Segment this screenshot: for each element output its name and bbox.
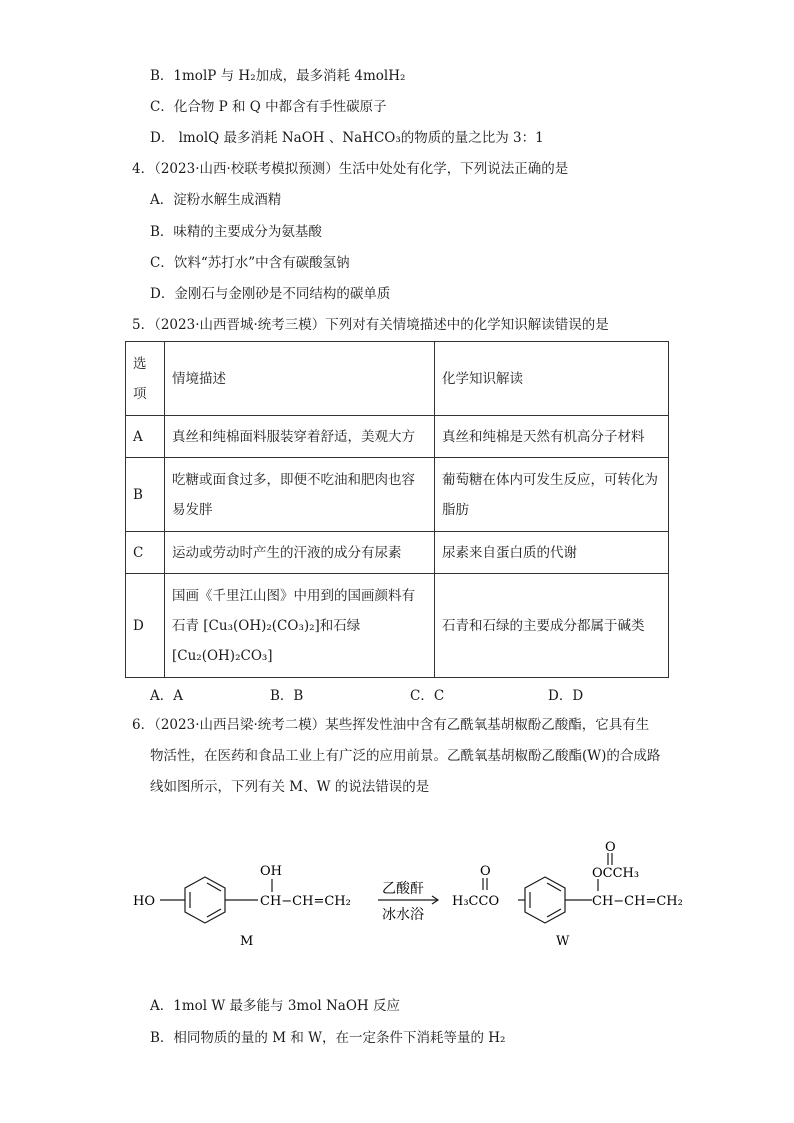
molecule-w: [483, 853, 612, 923]
q4-option-b: B．味精的主要成分为氨基酸: [150, 224, 322, 240]
q6-stem-line3: 线如图所示，下列有关 M、W 的说法错误的是: [150, 779, 430, 795]
molecule-m: [160, 877, 272, 923]
w-o-top-left: O: [480, 864, 491, 879]
table-header-option: 选项: [126, 342, 165, 416]
q5-table: [125, 341, 669, 678]
w-chain-label: CH−CH=CH₂: [592, 894, 683, 909]
q6-stem-line2: 物活性，在医药和食品工业上有广泛的应用前景。乙酰氧基胡椒酚乙酸酯(W)的合成路: [150, 748, 661, 764]
q4-option-a: A．淀粉水解生成酒精: [150, 192, 282, 208]
w-o-top-right: O: [605, 840, 616, 855]
q4-stem: 4．（2023·山西·校联考模拟预测）生活中处处有化学，下列说法正确的是: [132, 161, 569, 177]
q5-answer-d: D．D: [548, 688, 584, 704]
table-row: [126, 342, 669, 416]
w-h3c-label: H₃CCO: [452, 894, 500, 909]
table-header-scenario: 情境描述: [165, 342, 435, 416]
reagent-top: 乙酸酐: [382, 881, 424, 897]
q6-option-a: A．1mol W 最多能与 3mol NaOH 反应: [150, 998, 400, 1014]
q4-option-d: D．金刚石与金刚砂是不同结构的碳单质: [150, 286, 391, 302]
m-chain-label: CH−CH=CH₂: [260, 894, 351, 909]
table-cell: 真丝和纯棉是天然有机高分子材料: [435, 416, 669, 458]
q5-stem: 5．（2023·山西晋城·统考三模）下列对有关情境描述中的化学知识解读错误的是: [132, 317, 609, 333]
q6-stem-line1: 6．（2023·山西吕梁·统考二模）某些挥发性油中含有乙酰氧基胡椒酚乙酸酯，它具有生: [132, 717, 650, 733]
q5-answer-a: A．A: [150, 688, 183, 704]
q6-option-b: B．相同物质的量的 M 和 W，在一定条件下消耗等量的 H₂: [150, 1030, 506, 1046]
table-cell: B: [126, 458, 165, 532]
m-oh-label: OH: [260, 864, 282, 879]
table-cell: 尿素来自蛋白质的代谢: [435, 532, 669, 574]
table-row: [126, 532, 669, 574]
m-label: M: [240, 934, 254, 949]
table-cell: 吃糖或面食过多，即便不吃油和肥肉也容易发胖: [165, 458, 435, 532]
table-cell: C: [126, 532, 165, 574]
q3-option-b: B．1molP 与 H₂加成，最多消耗 4molH₂: [150, 68, 406, 84]
table-cell: 运动或劳动时产生的汗液的成分有尿素: [165, 532, 435, 574]
q3-option-d: D． lmolQ 最多消耗 NaOH 、NaHCO₃的物质的量之比为 3：1: [150, 130, 544, 146]
q5-answer-b: B．B: [270, 688, 304, 704]
synthesis-scheme: [0, 835, 794, 975]
q4-option-c: C．饮料“苏打水”中含有碳酸氢钠: [150, 255, 350, 271]
reagent-bottom: 冰水浴: [382, 907, 424, 923]
table-cell: 葡萄糖在体内可发生反应，可转化为脂肪: [435, 458, 669, 532]
w-oac-label: OCCH₃: [592, 866, 640, 881]
table-row: [126, 574, 669, 678]
m-ho-label: HO: [133, 894, 155, 909]
table-cell: D: [126, 574, 165, 678]
w-label: W: [556, 934, 570, 949]
q3-option-c: C．化合物 P 和 Q 中都含有手性碳原子: [150, 99, 387, 115]
table-cell: 石青和石绿的主要成分都属于碱类: [435, 574, 669, 678]
table-row: [126, 458, 669, 532]
table-cell: 国画《千里江山图》中用到的国画颜料有石青 [Cu₃(OH)₂(CO₃)₂]和石绿[Cu₂(OH)₂CO₃]: [165, 574, 435, 678]
table-row: [126, 416, 669, 458]
table-header-interpretation: 化学知识解读: [435, 342, 669, 416]
table-cell: 真丝和纯棉面料服装穿着舒适，美观大方: [165, 416, 435, 458]
q5-answer-c: C．C: [410, 688, 445, 704]
table-cell: A: [126, 416, 165, 458]
